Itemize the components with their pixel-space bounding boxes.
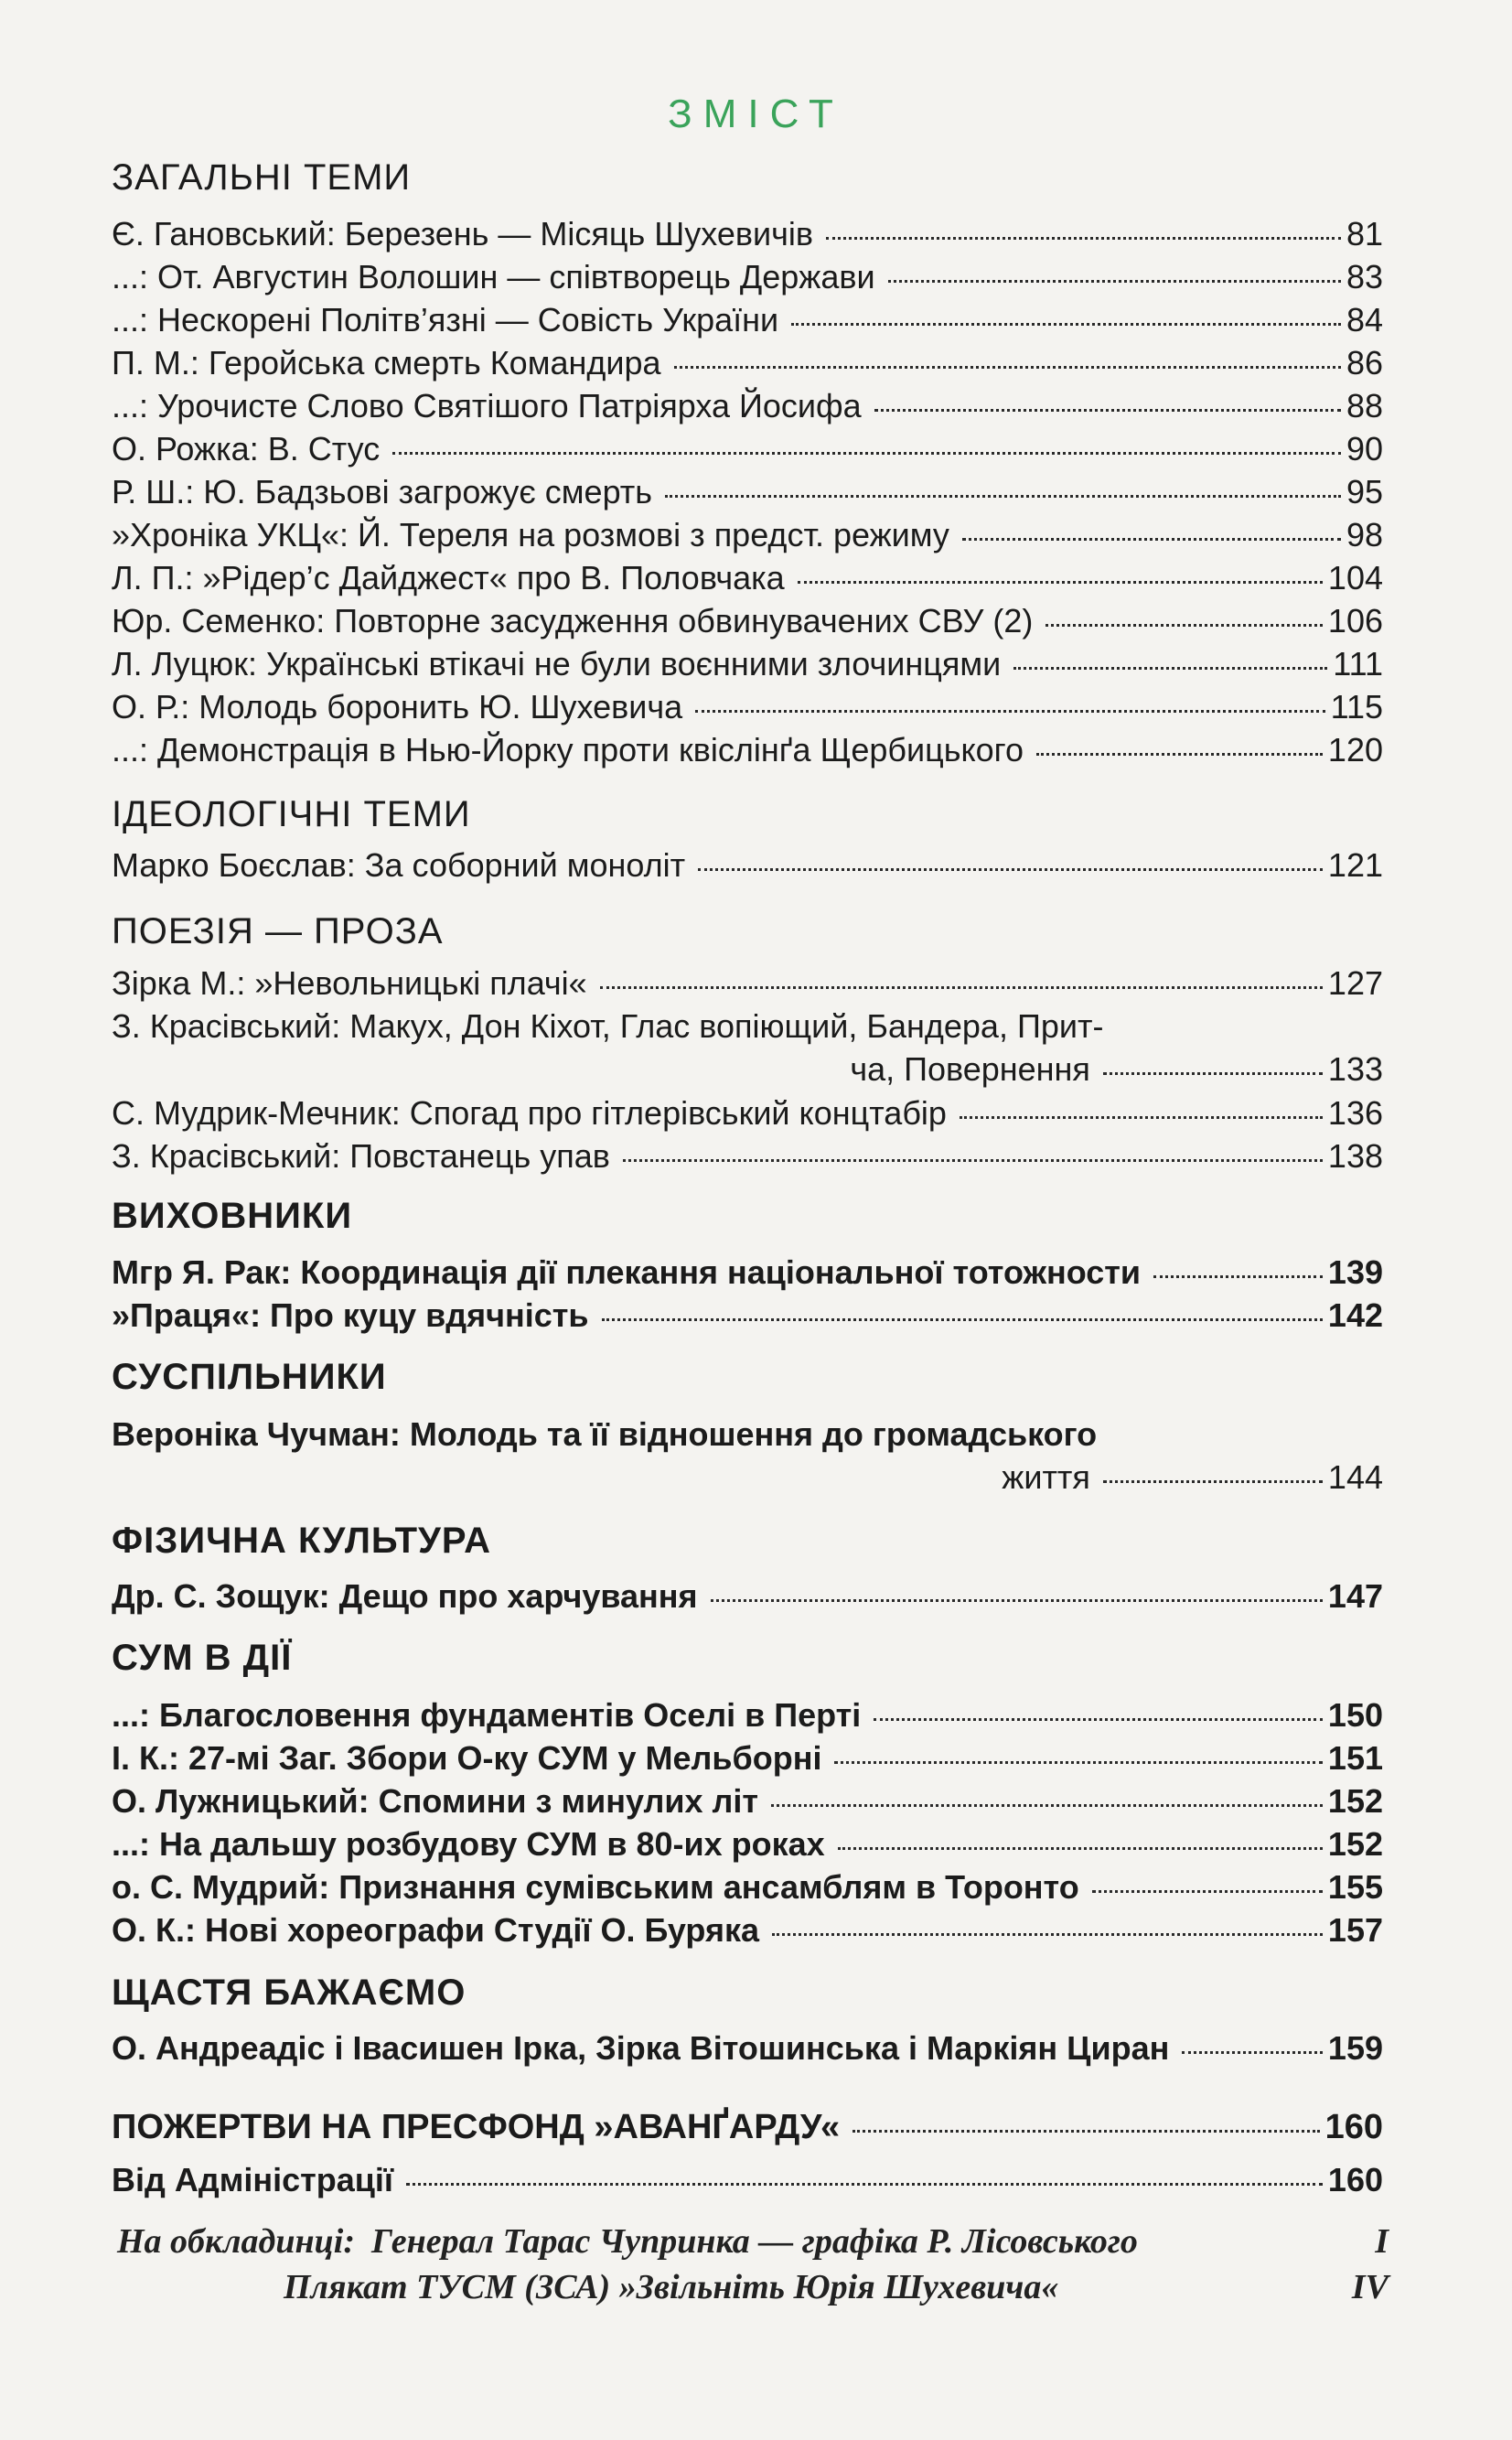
toc-entry-text: Вероніка Чучман: Молодь та її відношення до громадського	[112, 1415, 1098, 1453]
toc-entry: П. М.: Геройська смерть Командира 86	[112, 344, 1383, 382]
toc-entry: Є. Гановський: Березень — Місяць Шухевичів 81	[112, 215, 1383, 253]
cover-text-2: Плякат ТУСМ (ЗСА) »Звільніть Юрія Шухевича«	[284, 2268, 1059, 2306]
toc-entry-text: З. Красівський: Макух, Дон Кіхот, Глас вопіющий, Бандера, Прит-	[112, 1007, 1104, 1045]
section-heading: СУСПІЛЬНИКИ	[112, 1357, 387, 1397]
toc-entry: З. Красівський: Повстанець упав 138	[112, 1137, 1383, 1175]
page-title: ЗМІСТ	[668, 91, 844, 136]
section-heading: ПОЕЗІЯ — ПРОЗА	[112, 911, 444, 951]
toc-entry: Р. Ш.: Ю. Бадзьові загрожує смерть 95	[112, 473, 1383, 511]
toc-entry: »Хроніка УКЦ«: Й. Тереля на розмові з предст. режиму 98	[112, 516, 1383, 554]
toc-entry: Л. П.: »Рідер’с Дайджест« про В. Половчака 104	[112, 559, 1383, 597]
section-heading: ІДЕОЛОГІЧНІ ТЕМИ	[112, 794, 471, 834]
toc-entry-donations: ПОЖЕРТВИ НА ПРЕСФОНД »АВАНҐАРДУ« 160	[112, 2108, 1383, 2146]
toc-entry: Л. Луцюк: Українські втікачі не були воєнними злочинцями 111	[112, 645, 1383, 683]
cover-page-2: IV	[1351, 2268, 1389, 2306]
toc-entry: о. С. Мудрий: Признання сумівським ансамблям в Торонто 155	[112, 1868, 1383, 1906]
toc-entry: Юр. Семенко: Повторне засудження обвинувачених СВУ (2) 106	[112, 602, 1383, 640]
toc-entry: ...: Демонстрація в Нью-Йорку проти квіслінґа Щербицького 120	[112, 731, 1383, 769]
toc-entry: Марко Боєслав: За соборний моноліт 121	[112, 846, 1383, 884]
toc-entry: »Праця«: Про куцу вдячність 142	[112, 1296, 1383, 1334]
section-heading: ФІЗИЧНА КУЛЬТУРА	[112, 1521, 491, 1561]
section-heading: ЗАГАЛЬНІ ТЕМИ	[112, 157, 412, 198]
toc-entry: ...: Благословення фундаментів Оселі в Перті 150	[112, 1696, 1383, 1734]
toc-entry: І. К.: 27-мі Заг. Збори О-ку СУМ у Мельборні 151	[112, 1739, 1383, 1777]
toc-entry: життя 144	[1002, 1458, 1383, 1496]
cover-note-line1	[117, 2221, 1389, 2262]
toc-entry: ...: Урочисте Слово Святішого Патріярха Йосифа 88	[112, 387, 1383, 425]
toc-entry: ...: От. Августин Волошин — співтворець Держави 83	[112, 258, 1383, 296]
toc-entry-administration: Від Адміністрації 160	[112, 2161, 1383, 2198]
toc-entry: Др. С. Зощук: Дещо про харчування 147	[112, 1577, 1383, 1615]
toc-entry: Мгр Я. Рак: Координація дії плекання національної тотожности 139	[112, 1253, 1383, 1291]
toc-entry: О. Р.: Молодь боронить Ю. Шухевича 115	[112, 688, 1383, 726]
cover-note-line2	[284, 2267, 1389, 2307]
toc-entry: О. Андреадіс і Івасишен Ірка, Зірка Вітошинська і Маркіян Циран 159	[112, 2029, 1383, 2067]
toc-entry: Зірка М.: »Невольницькі плачі« 127	[112, 964, 1383, 1002]
cover-label: На обкладинці:	[117, 2222, 355, 2261]
section-heading: ВИХОВНИКИ	[112, 1196, 353, 1236]
section-heading: СУМ В ДІЇ	[112, 1638, 293, 1678]
cover-text-1: Генерал Тарас Чупринка — графіка Р. Лісовського	[370, 2222, 1138, 2261]
toc-entry: О. Лужницький: Спомини з минулих літ 152	[112, 1782, 1383, 1820]
toc-entry: О. Рожка: В. Стус 90	[112, 430, 1383, 468]
toc-entry: О. К.: Нові хореографи Студії О. Буряка 157	[112, 1911, 1383, 1949]
toc-entry: С. Мудрик-Мечник: Спогад про гітлерівський концтабір 136	[112, 1094, 1383, 1132]
toc-entry: ча, Повернення 133	[850, 1050, 1383, 1088]
toc-entry: ...: Нескорені Політв’язні — Совість України 84	[112, 301, 1383, 339]
toc-entry: ...: На дальшу розбудову СУМ в 80-их роках 152	[112, 1825, 1383, 1863]
cover-page-1: I	[1375, 2222, 1389, 2261]
section-heading: ЩАСТЯ БАЖАЄМО	[112, 1972, 466, 2013]
